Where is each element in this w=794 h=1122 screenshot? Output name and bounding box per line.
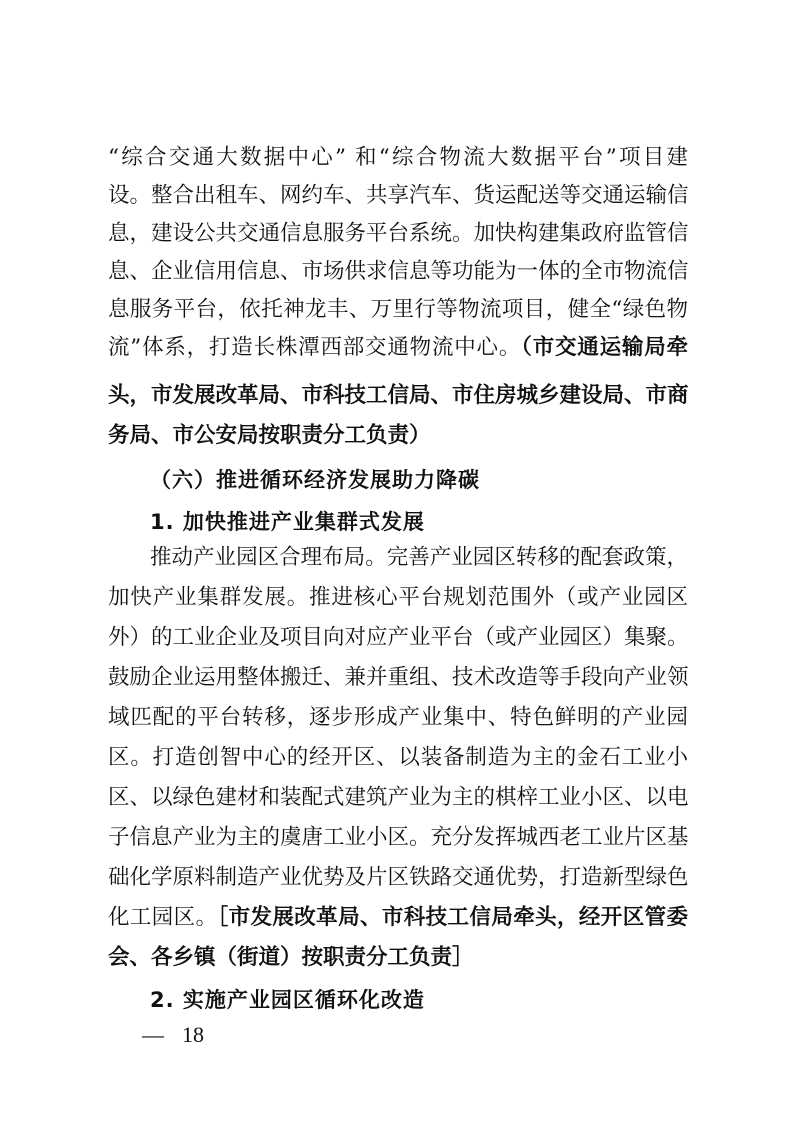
responsibility-note: （市交通运输局牵 [521, 335, 688, 360]
paragraph-line: 息，建设公共交通信息服务平台系统。加快构建集政府监管信 [108, 221, 689, 246]
responsibility-note: ［市发展改革局、市科技工信局牵头，经开区管委 [217, 905, 688, 930]
subsection-heading: 2. 实施产业园区循环化改造 [150, 988, 425, 1012]
paragraph-line: 鼓励企业运用整体搬迁、兼并重组、技术改造等手段向产业领 [108, 665, 689, 690]
paragraph-text: 流”体系，打造长株潭西部交通物流中心。 [108, 335, 522, 360]
paragraph-line [108, 330, 688, 366]
responsibility-note: 会、各乡镇（街道）按职责分工负责］ [108, 945, 474, 970]
subsection-heading: 1. 加快推进产业集群式发展 [150, 510, 425, 534]
paragraph-line: 设。整合出租车、网约车、共享汽车、货运配送等交通运输信 [108, 183, 689, 208]
page-number: 18 [182, 1022, 204, 1047]
paragraph-line: 加快产业集群发展。推进核心平台规划范围外（或产业园区 [108, 585, 688, 610]
paragraph-line: 区、以绿色建材和装配式建筑产业为主的棋梓工业小区、以电 [108, 785, 689, 810]
paragraph-line: “综合交通大数据中心” 和“综合物流大数据平台”项目建 [108, 145, 688, 170]
paragraph-line [108, 900, 688, 936]
paragraph-line: 域匹配的平台转移，逐步形成产业集中、特色鲜明的产业园 [108, 705, 688, 730]
paragraph-text: 化工园区。 [108, 905, 218, 930]
paragraph-line: 外）的工业企业及项目向对应产业平台（或产业园区）集聚。 [108, 625, 689, 650]
responsibility-note: 头，市发展改革局、市科技工信局、市住房城乡建设局、市商 [108, 383, 689, 408]
paragraph-line: 础化学原料制造产业优势及片区铁路交通优势，打造新型绿色 [108, 865, 689, 890]
paragraph-line: 区。打造创智中心的经开区、以装备制造为主的金石工业小 [108, 745, 688, 770]
paragraph-line: 息、企业信用信息、市场供求信息等功能为一体的全市物流信 [108, 259, 689, 284]
paragraph-line: 息服务平台，依托神龙丰、万里行等物流项目，健全“绿色物 [108, 297, 688, 322]
section-heading: （六）推进循环经济发展助力降碳 [150, 468, 480, 492]
page-footer [142, 1020, 204, 1050]
footer-dash: — [142, 1022, 164, 1047]
paragraph-line: 推动产业园区合理布局。完善产业园区转移的配套政策， [150, 545, 688, 570]
responsibility-note: 务局、市公安局按职责分工负责） [108, 423, 431, 448]
paragraph-line: 子信息产业为主的虞唐工业小区。充分发挥城西老工业片区基 [108, 825, 689, 850]
